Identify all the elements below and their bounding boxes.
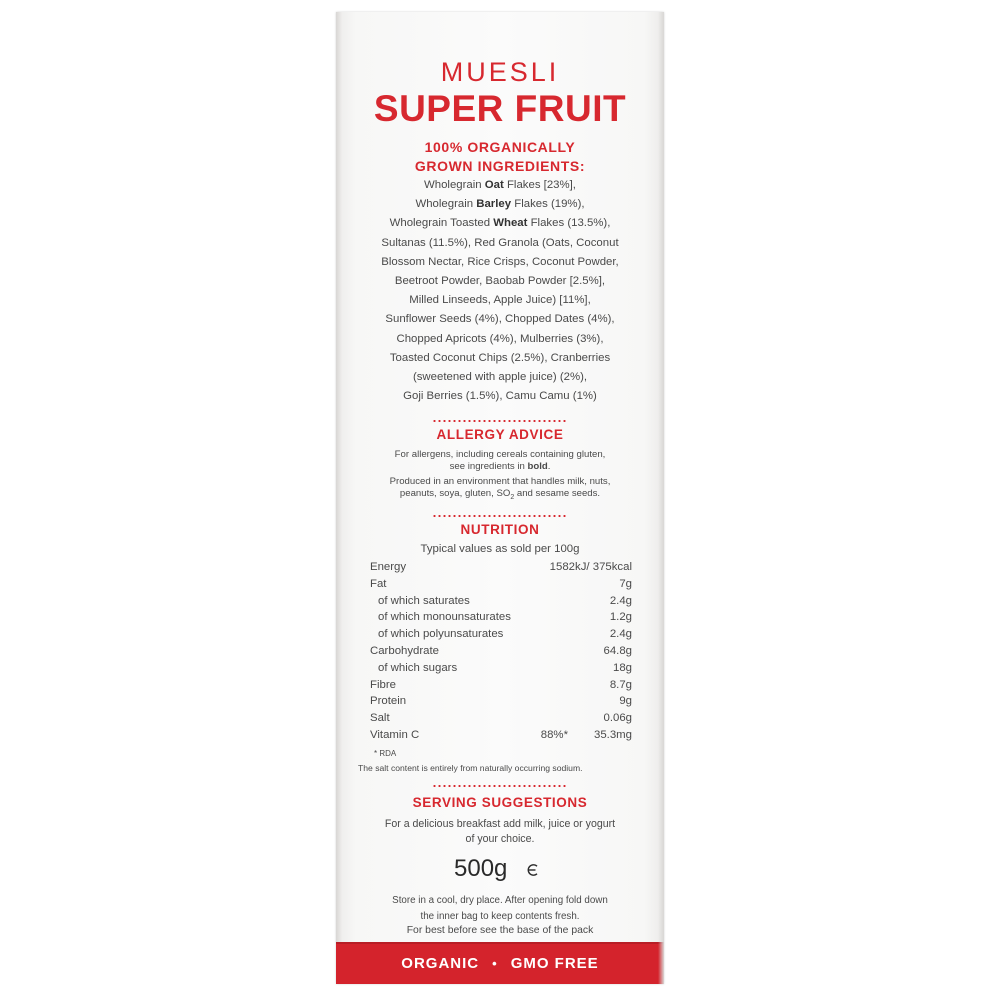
nutrition-value: 64.8g	[603, 644, 632, 657]
ingredient-line	[346, 176, 654, 195]
ingredient-text: Toasted Coconut Chips (2.5%), Cranberries	[389, 351, 611, 364]
serving-text-line: For a delicious breakfast add milk, juice or yogurt	[384, 818, 616, 830]
ingredients-list	[346, 176, 654, 406]
allergy-text-part: peanuts, soya, gluten, SO	[399, 488, 511, 499]
ingredient-line	[346, 214, 654, 233]
allergy-text-line	[346, 488, 654, 504]
ingredient-text: Milled Linseeds, Apple Juice) [11%],	[409, 294, 591, 307]
nutrition-value: 8.7g	[609, 678, 632, 691]
allergy-text-line: For allergens, including cereals containing gluten,	[394, 449, 606, 460]
ingredients-heading-line2: GROWN INGREDIENTS:	[414, 158, 586, 174]
allergy-text-gluten	[346, 449, 654, 473]
ingredient-line	[346, 291, 654, 310]
nutrition-label: of which saturates	[378, 594, 470, 607]
ingredient-text: Blossom Nectar, Rice Crisps, Coconut Powder,	[381, 255, 619, 268]
allergy-text-part: .	[547, 461, 551, 472]
nutrition-value: 0.06g	[603, 712, 632, 725]
ingredient-line	[346, 310, 654, 329]
allergy-text-line: Produced in an environment that handles milk, nuts,	[389, 476, 611, 487]
ingredient-line	[346, 234, 654, 253]
product-title-small: MUESLI	[440, 57, 560, 87]
nutrition-row	[370, 593, 632, 610]
nutrition-label: of which polyunsaturates	[378, 628, 504, 641]
ingredient-text: Sunflower Seeds (4%), Chopped Dates (4%),	[385, 313, 615, 326]
nutrition-label: Fat	[370, 577, 387, 590]
nutrition-row	[370, 559, 632, 576]
nutrition-table	[370, 559, 632, 744]
allergy-text-environment	[346, 476, 654, 504]
ingredient-text: Beetroot Powder, Baobab Powder [2.5%],	[394, 275, 606, 288]
cereal-box-side-panel	[336, 12, 664, 984]
nutrition-value: 7g	[619, 577, 632, 590]
net-weight: 500g	[454, 855, 508, 882]
nutrition-value: 2.4g	[609, 594, 632, 607]
serving-heading: SERVING SUGGESTIONS	[412, 795, 588, 810]
ingredients-heading-line1: 100% ORGANICALLY	[424, 139, 576, 155]
nutrition-value: 2.4g	[609, 628, 632, 641]
allergy-text-part: and sesame seeds.	[514, 488, 601, 499]
nutrition-value: 9g	[619, 695, 632, 708]
band-edge	[336, 942, 664, 944]
nutrition-value: 35.3mg	[594, 728, 632, 741]
nutrition-row	[370, 677, 632, 694]
ingredient-text: Sultanas (11.5%), Red Granola (Oats, Coconut	[381, 236, 619, 249]
best-before-note: For best before see the base of the pack	[406, 925, 594, 936]
nutrition-label: Protein	[370, 695, 407, 708]
ingredient-line	[346, 387, 654, 406]
ingredient-text: Flakes [23%],	[503, 179, 576, 191]
nutrition-label: Vitamin C	[370, 728, 420, 741]
dotted-divider	[432, 515, 568, 517]
nutrition-rda-percent: 88%*	[540, 728, 568, 741]
nutrition-label: of which sugars	[378, 661, 458, 674]
ingredient-line	[346, 272, 654, 291]
product-title-large: SUPER FRUIT	[373, 88, 627, 129]
nutrition-row	[370, 609, 632, 626]
nutrition-label: Carbohydrate	[370, 644, 440, 657]
allergy-text-line	[346, 461, 654, 473]
ingredient-text: Goji Berries (1.5%), Camu Camu (1%)	[403, 390, 597, 403]
nutrition-label: Salt	[370, 712, 390, 725]
ingredient-allergen-bold: Barley	[476, 198, 512, 211]
ingredient-text: (sweetened with apple juice) (2%),	[412, 371, 588, 384]
nutrition-row	[370, 660, 632, 677]
ingredient-line	[346, 349, 654, 368]
ingredient-allergen-bold: Wheat	[493, 217, 528, 230]
allergy-text-part: see ingredients in	[449, 461, 528, 472]
ingredient-allergen-bold: Oat	[484, 179, 504, 191]
allergy-heading: ALLERGY ADVICE	[436, 427, 564, 442]
storage-text-line: Store in a cool, dry place. After opening fold down	[392, 895, 608, 906]
organic-gmo-free-band	[336, 942, 664, 984]
nutrition-row	[370, 576, 632, 593]
serving-text-line: of your choice.	[465, 833, 535, 845]
nutrition-row	[370, 727, 632, 744]
nutrition-row	[370, 710, 632, 727]
ingredient-text: Flakes (19%),	[511, 198, 585, 211]
nutrition-label: Fibre	[370, 678, 396, 691]
allergy-text-subscript: 2	[510, 493, 515, 501]
dotted-divider	[432, 785, 568, 787]
nutrition-value: 1582kJ/ 375kcal	[549, 561, 632, 573]
storage-text-line: the inner bag to keep contents fresh.	[420, 911, 580, 922]
nutrition-value: 1.2g	[609, 611, 632, 624]
estimated-e-icon	[526, 863, 540, 877]
ingredient-line	[346, 253, 654, 272]
ingredient-line	[346, 195, 654, 214]
nutrition-subheading: Typical values as sold per 100g	[420, 543, 580, 555]
salt-note: The salt content is entirely from naturally occurring sodium.	[358, 763, 583, 773]
nutrition-label: Energy	[370, 561, 407, 573]
nutrition-value: 18g	[612, 661, 632, 674]
ingredient-line	[346, 368, 654, 387]
ingredient-text: Chopped Apricots (4%), Mulberries (3%),	[396, 332, 604, 345]
allergy-text-bold: bold	[527, 461, 548, 472]
band-label-organic: ORGANIC	[401, 954, 480, 972]
nutrition-row	[370, 693, 632, 710]
ingredient-text: Wholegrain Toasted	[389, 217, 494, 230]
ingredient-text: Flakes (13.5%),	[527, 217, 611, 230]
dotted-divider	[432, 420, 568, 422]
band-bullet: •	[492, 955, 498, 971]
ingredient-text: Wholegrain	[415, 198, 477, 211]
band-label-gmo-free: GMO FREE	[510, 954, 599, 972]
nutrition-row	[370, 626, 632, 643]
nutrition-row	[370, 643, 632, 660]
ingredient-text: Wholegrain	[424, 179, 485, 191]
rda-footnote: * RDA	[374, 749, 397, 758]
ingredient-line	[346, 330, 654, 349]
nutrition-label: of which monounsaturates	[378, 611, 511, 624]
nutrition-heading: NUTRITION	[460, 522, 540, 537]
